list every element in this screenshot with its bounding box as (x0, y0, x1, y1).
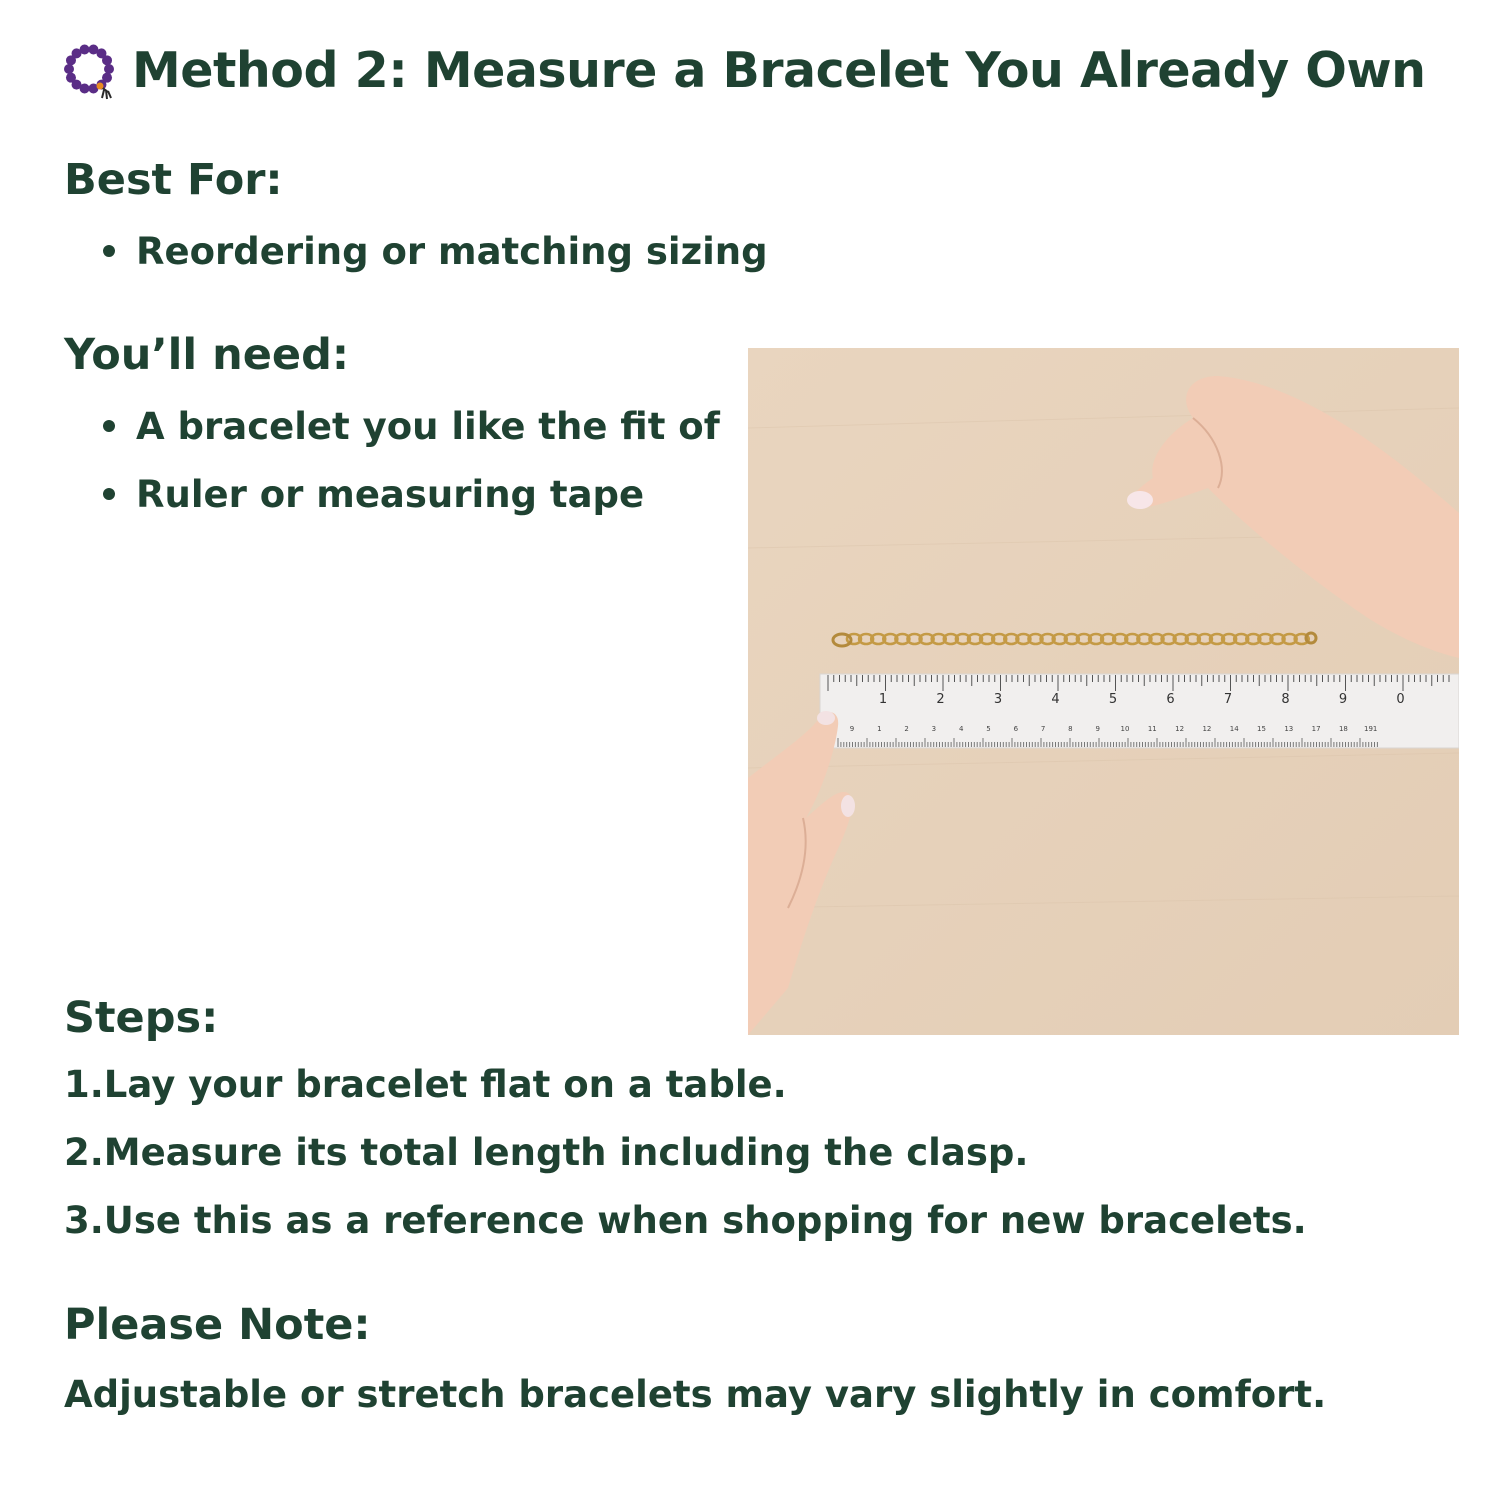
ruler-label-top: 1 (878, 692, 888, 707)
ruler-label-bottom: 9 (849, 725, 855, 733)
step-item: 2.Measure its total length including the clasp. (64, 1131, 1029, 1174)
ruler-label-bottom: 3 (931, 725, 937, 733)
bullet (103, 245, 115, 257)
steps-heading: Steps: (64, 993, 219, 1043)
photo-illustration (748, 348, 1459, 1035)
ruler-label-bottom: 18 (1338, 725, 1348, 733)
ruler-label-top: 4 (1051, 692, 1060, 707)
ruler-label-bottom: 13 (1284, 725, 1294, 733)
ruler-label-bottom: 7 (1040, 725, 1046, 733)
ruler-label-bottom: 17 (1311, 725, 1321, 733)
ruler-label-bottom: 14 (1229, 725, 1239, 733)
ruler-label-bottom: 191 (1364, 725, 1378, 733)
ruler-label-bottom: 9 (1095, 725, 1100, 733)
note-text: Adjustable or stretch bracelets may vary slightly in comfort. (64, 1373, 1327, 1416)
youll-need-item: A bracelet you like the fit of (136, 405, 720, 448)
ruler-label-bottom: 11 (1147, 725, 1157, 733)
bracelet-measurement-photo (748, 348, 1459, 1035)
ruler-label-top: 8 (1281, 692, 1290, 707)
ruler-label-bottom: 2 (904, 725, 909, 733)
please-note-heading: Please Note: (64, 1300, 371, 1350)
youll-need-item: Ruler or measuring tape (136, 473, 644, 516)
ruler-label-top: 3 (993, 692, 1003, 707)
ruler-label-top: 9 (1338, 692, 1348, 707)
ruler-label-top: 0 (1396, 692, 1405, 707)
ruler-label-bottom: 10 (1120, 725, 1130, 733)
best-for-heading: Best For: (64, 155, 283, 205)
ruler-label-bottom: 1 (877, 725, 882, 733)
ruler-label-bottom: 12 (1175, 725, 1185, 733)
ruler (820, 674, 1459, 748)
ruler-label-bottom: 8 (1068, 725, 1073, 733)
ruler-label-bottom: 12 (1202, 725, 1212, 733)
ruler-label-top: 5 (1108, 692, 1118, 707)
ruler-label-bottom: 6 (1013, 725, 1019, 733)
ruler-label-bottom: 15 (1257, 725, 1266, 733)
bead-bracelet-logo-icon (62, 44, 120, 102)
step-item: 1.Lay your bracelet flat on a table. (64, 1063, 787, 1106)
ruler-label-top: 6 (1166, 692, 1175, 707)
ruler-label-bottom: 4 (958, 725, 964, 733)
ruler-label-top: 7 (1223, 692, 1233, 707)
ruler-label-bottom: 5 (986, 725, 991, 733)
youll-need-heading: You’ll need: (64, 330, 350, 380)
step-item: 3.Use this as a reference when shopping for new bracelets. (64, 1199, 1307, 1242)
bullet (103, 488, 115, 500)
ruler-label-top: 2 (936, 692, 945, 707)
bullet (103, 420, 115, 432)
best-for-item: Reordering or matching sizing (136, 230, 768, 273)
page-title: Method 2: Measure a Bracelet You Already Own (132, 42, 1426, 99)
